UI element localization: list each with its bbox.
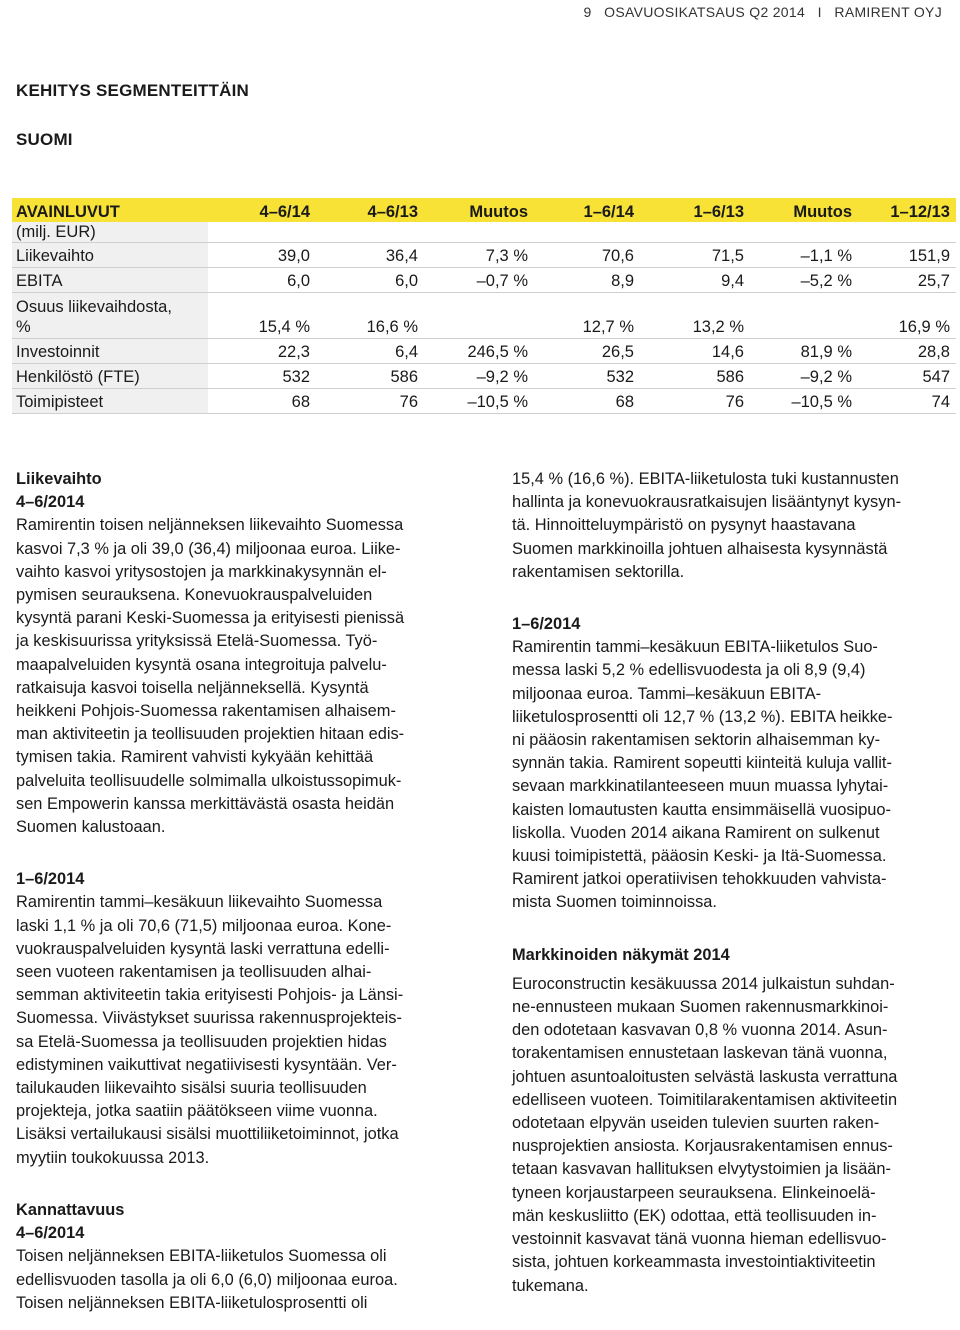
text-line: rakentamisen sektorilla. [512, 562, 685, 581]
table-cell: 246,5 % [424, 339, 534, 364]
table-unit-row [12, 222, 956, 243]
table-cell: 25,7 [858, 268, 956, 293]
text-line: edistyminen vaikuttivat negatiivisesti kysyntään. Ver- [16, 1055, 397, 1074]
text-line: miljoonaa euroa. Tammi–kesäkuun EBITA- [512, 684, 822, 703]
table-cell: –10,5 % [424, 389, 534, 414]
text-line: liskolla. Vuoden 2014 aikana Ramirent on sulkenut [512, 823, 880, 842]
text-line: tä. Hinnoitteluympäristö on pysynyt haastavana [512, 516, 856, 535]
subheading-period: 4–6/2014 [16, 493, 85, 512]
column-header: Muutos [750, 198, 858, 222]
table-cell: 70,6 [534, 243, 640, 268]
table-cell: 16,6 % [316, 293, 424, 339]
table-cell: 14,6 [640, 339, 750, 364]
table-cell: 12,7 % [534, 293, 640, 339]
table-cell: 547 [858, 364, 956, 389]
column-header: 1–6/14 [534, 198, 640, 222]
table-cell: 586 [316, 364, 424, 389]
table-cell: 8,9 [534, 268, 640, 293]
text-line: Toisen neljänneksen EBITA-liiketulos Suomessa oli [16, 1247, 387, 1266]
heading-markkinoiden-nakymat: Markkinoiden näkymät 2014 [512, 945, 730, 964]
column-header: 1–6/13 [640, 198, 750, 222]
table-cell: 6,0 [208, 268, 316, 293]
text-line: tyneen korjaustarpeen seurauksena. Elinkeinoelä- [512, 1183, 876, 1202]
text-line: vaihto kasvoi yritysostojen ja markkinakysynnän el- [16, 562, 387, 581]
table-cell: –10,5 % [750, 389, 858, 414]
table-cell: –1,1 % [750, 243, 858, 268]
row-label: Osuus liikevaihdosta, % [12, 293, 208, 339]
text-line: sista, johtuen korkeammasta investointiaktiviteetin [512, 1253, 876, 1272]
table-cell: 26,5 [534, 339, 640, 364]
table-cell: 71,5 [640, 243, 750, 268]
table-cell: 68 [534, 389, 640, 414]
heading-liikevaihto: Liikevaihto [16, 470, 102, 488]
table-row [12, 293, 956, 339]
text-line: mista Suomen toiminnoissa. [512, 893, 717, 912]
row-label: Liikevaihto [12, 243, 208, 268]
text-line: vestoinnit kasvavat tänä vuonna hieman edellisvuo- [512, 1230, 887, 1249]
subheading-period: 4–6/2014 [16, 1224, 85, 1243]
paragraph [512, 973, 948, 1298]
text-line: kasvoi 7,3 % ja oli 39,0 (36,4) miljoonaa euroa. Liike- [16, 539, 401, 558]
table-header-label: AVAINLUVUT [12, 198, 208, 222]
text-line: torakentamisen ennustetaan laskevan tänä vuonna, [512, 1044, 888, 1063]
text-line: män keskusliitto (EK) odottaa, että teollisuuden in- [512, 1206, 877, 1225]
text-line: Ramirent jatkoi operatiivisen tehokkuuden vahvista- [512, 870, 887, 889]
table-cell: –9,2 % [424, 364, 534, 389]
text-line: Ramirentin tammi–kesäkuun liikevaihto Suomessa [16, 893, 383, 912]
table-cell: 532 [208, 364, 316, 389]
text-line: tymisen takia. Ramirent vahvisti kykyään kehittää [16, 748, 374, 767]
text-line: edellisvuoden tasolla ja oli 6,0 (6,0) miljoonaa euroa. [16, 1270, 398, 1289]
paragraph [16, 1245, 456, 1315]
text-line: kuusi toimipistettä, pääosin Keski- ja Itä-Suomessa. [512, 847, 887, 866]
table-cell: 9,4 [640, 268, 750, 293]
text-line: laski 1,1 % ja oli 70,6 (71,5) miljoonaa euroa. Kone- [16, 916, 392, 935]
text-line: ni pääosin rakentamisen sektorin alhaisemman ky- [512, 731, 881, 750]
table-cell: 6,0 [316, 268, 424, 293]
text-line: tukemana. [512, 1276, 589, 1295]
text-line: ne-ennusteen mukaan Suomen rakennusmarkkinoi- [512, 998, 889, 1017]
table-cell: 81,9 % [750, 339, 858, 364]
table-cell: 586 [640, 364, 750, 389]
subheading-period: 1–6/2014 [512, 615, 581, 634]
table-cell: 13,2 % [640, 293, 750, 339]
text-line: seen vuoteen rakentamisen ja teollisuuden alhai- [16, 963, 372, 982]
segment-title: SUOMI [16, 130, 73, 149]
text-line: semman aktiviteetin takia erityisesti Pohjois- ja Länsi- [16, 986, 404, 1005]
text-line: vuokrauspalveluiden kysyntä laski verrattuna edelli- [16, 939, 390, 958]
text-line: maapalveluiden kysyntä osana integroituja palvelu- [16, 655, 387, 674]
text-line: Ramirentin tammi–kesäkuun EBITA-liiketulos Suo- [512, 638, 878, 657]
row-label: Toimipisteet [12, 389, 208, 414]
right-text-column [512, 468, 948, 1298]
table-unit-label: (milj. EUR) [12, 222, 208, 243]
text-line: ja keskisuurissa yrityksissä Etelä-Suomessa. Työ- [16, 632, 378, 651]
table-cell: 6,4 [316, 339, 424, 364]
table-cell: 151,9 [858, 243, 956, 268]
table-cell: 36,4 [316, 243, 424, 268]
text-line: sa Etelä-Suomessa ja teollisuuden projektien hidas [16, 1032, 387, 1051]
text-line: den odotetaan kasvavan 0,8 % vuonna 2014. Asun- [512, 1021, 888, 1040]
column-header: 1–12/13 [858, 198, 956, 222]
text-line: myytiin toukokuussa 2013. [16, 1148, 210, 1167]
table-cell [750, 293, 858, 339]
paragraph [16, 891, 456, 1169]
table-cell: 28,8 [858, 339, 956, 364]
text-line: kysyntä parani Keski-Suomessa ja erityisesti pienissä [16, 609, 405, 628]
table-cell: –9,2 % [750, 364, 858, 389]
text-line: synnän takia. Ramirent sopeutti kiinteitä kuluja vallit- [512, 754, 892, 773]
table-cell: –5,2 % [750, 268, 858, 293]
text-line: Toisen neljänneksen EBITA-liiketulosprosentti oli [16, 1293, 368, 1312]
table-row [12, 268, 956, 293]
table-cell: 16,9 % [858, 293, 956, 339]
text-line: sevaan markkinatilanteeseen muun muassa lyhytai- [512, 777, 889, 796]
table-cell: 68 [208, 389, 316, 414]
text-line: Ramirentin toisen neljänneksen liikevaihto Suomessa [16, 516, 404, 535]
table-cell: 7,3 % [424, 243, 534, 268]
text-line: kaisten lomautusten kautta ensimmäisellä vuosipuo- [512, 800, 892, 819]
header-separator: I [817, 4, 822, 20]
text-line: man aktiviteetin ja teollisuuden projektien hitaan edis- [16, 725, 405, 744]
text-line: johtuen asuntoaloitusten selvästä laskusta verrattuna [512, 1067, 898, 1086]
text-line: tetaan kasvavan hallituksen elvytystoimien ja lisään- [512, 1160, 892, 1179]
paragraph [512, 636, 948, 914]
text-line: edelliseen vuoteen. Toimitilarakentamisen aktiviteetin [512, 1090, 898, 1109]
heading-kannattavuus: Kannattavuus [16, 1200, 125, 1219]
text-line: 15,4 % (16,6 %). EBITA-liiketulosta tuki kustannusten [512, 470, 899, 488]
table-cell: 76 [640, 389, 750, 414]
text-line: heikkeni Pohjois-Suomessa rakentamisen alhaisem- [16, 702, 396, 721]
section-title: KEHITYS SEGMENTEITTÄIN [16, 81, 249, 100]
text-line: Suomen markkinoilla johtuen alhaisesta kysynnästä [512, 539, 888, 558]
table-cell: 15,4 % [208, 293, 316, 339]
left-text-column [16, 468, 456, 1315]
text-line: Suomen kalustoaan. [16, 818, 166, 837]
text-line: nusprojektien ansiosta. Korjausrakentamisen ennus- [512, 1137, 893, 1156]
table-cell: 532 [534, 364, 640, 389]
text-line: Lisäksi vertailukausi sisälsi muottiliiketoiminnot, jotka [16, 1125, 399, 1144]
company-name: RAMIRENT OYJ [834, 4, 942, 20]
text-line: Suomessa. Viivästykset suurissa rakennusprojekteis- [16, 1009, 402, 1028]
key-figures-table [12, 198, 956, 414]
row-label: Investoinnit [12, 339, 208, 364]
subheading-period: 1–6/2014 [16, 870, 85, 889]
page-header [583, 4, 942, 20]
text-line: liiketulosprosentti oli 12,7 % (13,2 %). EBITA heikke- [512, 707, 893, 726]
paragraph [16, 514, 456, 839]
table-row [12, 389, 956, 414]
text-line: messa laski 5,2 % edellisvuodesta ja oli 8,9 (9,4) [512, 661, 866, 680]
table-row [12, 243, 956, 268]
report-title: OSAVUOSIKATSAUS Q2 2014 [604, 4, 806, 20]
table-cell [424, 293, 534, 339]
text-line: pymisen seurauksena. Konevuokrauspalveluiden [16, 586, 373, 605]
text-line: ratkaisuja kasvoi toisella neljänneksellä. Kysyntä [16, 678, 369, 697]
row-label: Henkilöstö (FTE) [12, 364, 208, 389]
text-line: projekteja, jotka saatiin päätökseen viime vuonna. [16, 1102, 378, 1121]
table-row [12, 364, 956, 389]
text-line: tailukauden liikevaihto sisälsi suuria teollisuuden [16, 1079, 367, 1098]
paragraph [512, 468, 948, 584]
table-cell: 76 [316, 389, 424, 414]
column-header: Muutos [424, 198, 534, 222]
table-header-row [12, 198, 956, 222]
text-line: odotetaan elpyvän useiden tulevien suurten raken- [512, 1114, 880, 1133]
text-line: sen Empowerin kanssa merkittävästä osasta heidän [16, 794, 395, 813]
text-line: Euroconstructin kesäkuussa 2014 julkaistun suhdan- [512, 974, 895, 993]
text-line: palveluita teollisuudelle solmimalla ulkoistussopimuk- [16, 771, 402, 790]
table-row [12, 339, 956, 364]
table-cell: 74 [858, 389, 956, 414]
table-cell: 22,3 [208, 339, 316, 364]
column-header: 4–6/14 [208, 198, 316, 222]
text-line: hallinta ja konevuokrausratkaisujen lisääntynyt kysyn- [512, 493, 902, 512]
row-label: EBITA [12, 268, 208, 293]
column-header: 4–6/13 [316, 198, 424, 222]
page-number: 9 [583, 4, 592, 20]
table-cell: –0,7 % [424, 268, 534, 293]
table-cell: 39,0 [208, 243, 316, 268]
